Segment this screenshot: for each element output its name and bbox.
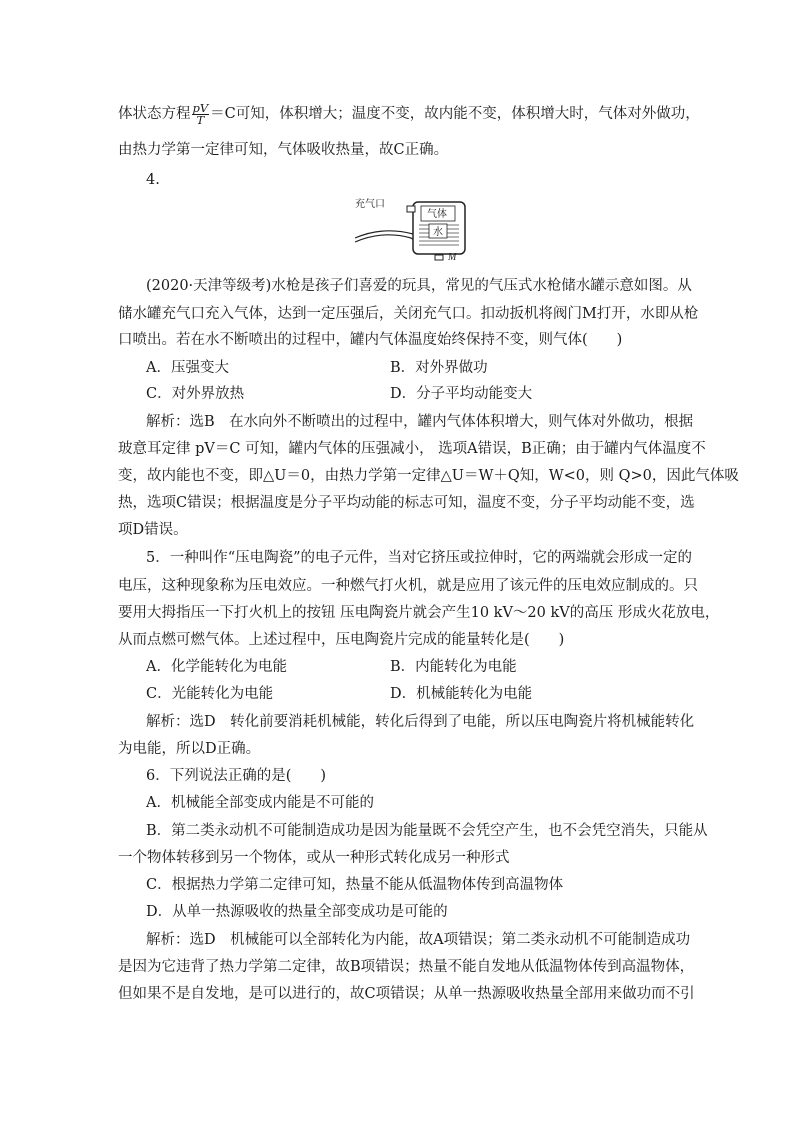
option-b: B．内能转化为电能: [390, 659, 517, 675]
question-stem-line: 储水罐充气口充入气体，达到一定压强后，关闭充气口。扣动扳机将阀门M打开，水即从枪: [118, 306, 699, 322]
text-run: 体状态方程: [118, 106, 191, 122]
figure-label-valve: M: [448, 252, 457, 262]
analysis-line: 项D错误。: [118, 522, 188, 538]
question-stem-line: 6．下列说法正确的是( ): [146, 768, 327, 784]
option-b: B．对外界做功: [390, 360, 488, 376]
analysis-line: 玻意耳定律 pV＝C 可知，罐内气体的压强减小， 选项A错误，B正确；由于罐内气体温度不: [118, 441, 706, 457]
figure-label-gas: 气体: [427, 209, 447, 220]
analysis-line: 解析：选D 转化前要消耗机械能，转化后得到了电能，所以压电陶瓷片将机械能转化: [146, 714, 695, 730]
figure-label-water: 水: [433, 227, 443, 238]
analysis-line: 解析：选D 机械能可以全部转化为内能，故A项错误；第二类永动机不可能制造成功: [146, 932, 691, 948]
analysis-line: 解析：选B 在水向外不断喷出的过程中，罐内气体体积增大，则气体对外做功，根据: [146, 414, 694, 430]
question-stem-line: 电压，这种现象称为压电效应。一种燃气打火机，就是应用了该元件的压电效应制成的。只: [118, 578, 698, 594]
valve-shape: [435, 255, 443, 260]
fraction-pv-over-t: $\frac{pV}{T}$: [192, 100, 209, 127]
option-d: D．机械能转化为电能: [390, 686, 533, 702]
option-d: D．从单一热源吸收的热量全部变成功是可能的: [146, 904, 448, 920]
option-c: C．根据热力学第二定律可知，热量不能从低温物体传到高温物体: [146, 877, 564, 893]
option-b-continued: 一个物体转移到另一个物体，或从一种形式转化成另一种形式: [118, 850, 510, 866]
text-run: ＝C可知，体积增大；温度不变，故内能不变，体积增大时，气体对外做功，: [210, 106, 700, 122]
option-c: C．光能转化为电能: [146, 686, 274, 702]
option-d: D．分子平均动能变大: [390, 386, 533, 402]
analysis-line: 热，选项C错误；根据温度是分子平均动能的标志可知，温度不变，分子平均动能不变，选: [118, 495, 695, 511]
inlet-shape: [407, 206, 415, 212]
option-b: B．第二类永动机不可能制造成功是因为能量既不会凭空产生，也不会凭空消失，只能从: [146, 823, 708, 839]
analysis-line: 变，故内能也不变，即△U＝0，由热力学第一定律△U＝W＋Q知，W<0，则 Q>0，因此气体吸: [118, 468, 739, 484]
paragraph-line: [118, 100, 700, 129]
option-a: A．压强变大: [146, 360, 229, 376]
paragraph-line: 由热力学第一定律可知，气体吸收热量，故C正确。: [118, 142, 449, 158]
question-stem-line: (2020·天津等级考)水枪是孩子们喜爱的玩具，常见的气压式水枪储水罐示意如图。从: [146, 278, 692, 294]
question-number: 4.: [146, 172, 160, 188]
question-stem-line: 从而点燃可燃气体。上述过程中，压电陶瓷片完成的能量转化是( ): [118, 632, 565, 648]
figure-label-inlet: 充气口: [355, 199, 385, 210]
option-a: A．化学能转化为电能: [146, 659, 287, 675]
option-c: C．对外界放热: [146, 386, 245, 402]
question-stem-line: 要用大拇指压一下打火机上的按钮 压电陶瓷片就会产生10 kV～20 kV的高压 形成火花放电，: [118, 605, 720, 621]
analysis-line: 是因为它违背了热力学第二定律，故B项错误；热量不能自发地从低温物体传到高温物体，: [118, 959, 695, 975]
question-stem-line: 5．一种叫作“压电陶瓷”的电子元件，当对它挤压或拉伸时，它的两端就会形成一定的: [146, 550, 693, 566]
option-a: A．机械能全部变成内能是不可能的: [146, 795, 374, 811]
question-stem-line: 口喷出。若在水不断喷出的过程中，罐内气体温度始终保持不变，则气体( ): [118, 332, 623, 348]
analysis-line: 为电能，所以D正确。: [118, 741, 261, 757]
analysis-line: 但如果不是自发地，是可以进行的，故C项错误；从单一热源吸收热量全部用来做功而不引: [118, 986, 695, 1002]
water-gun-tank-figure: [355, 192, 495, 262]
